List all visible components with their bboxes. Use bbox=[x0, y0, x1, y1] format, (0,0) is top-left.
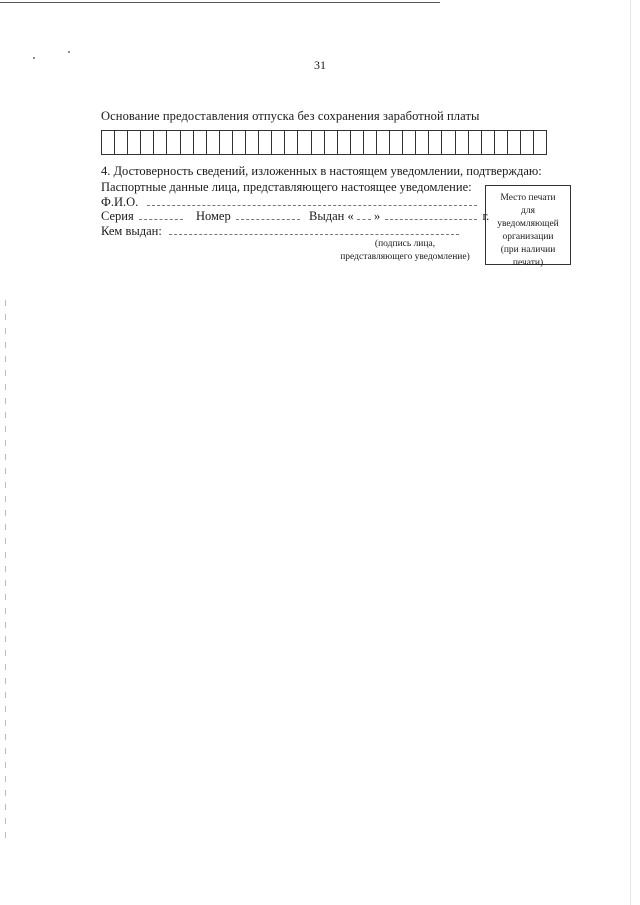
issued-by-field[interactable] bbox=[169, 224, 459, 235]
scan-speck bbox=[68, 51, 70, 53]
leave-basis-cell[interactable] bbox=[115, 131, 128, 154]
leave-basis-cell[interactable] bbox=[521, 131, 534, 154]
stamp-line-6: печати) bbox=[512, 258, 544, 268]
scan-edge-artifact bbox=[5, 300, 6, 840]
leave-basis-cell[interactable] bbox=[482, 131, 495, 154]
stamp-line-3: уведомляющей bbox=[497, 219, 559, 229]
leave-basis-cell[interactable] bbox=[469, 131, 482, 154]
leave-basis-cell[interactable] bbox=[141, 131, 154, 154]
issued-by-row bbox=[101, 224, 459, 239]
leave-basis-cell[interactable] bbox=[194, 131, 207, 154]
leave-basis-label: Основание предоставления отпуска без сохранения заработной платы bbox=[101, 109, 480, 123]
stamp-line-2: для bbox=[521, 206, 535, 216]
signature-caption bbox=[325, 238, 485, 264]
leave-basis-cell[interactable] bbox=[181, 131, 194, 154]
leave-basis-cell[interactable] bbox=[102, 131, 115, 154]
leave-basis-cell[interactable] bbox=[351, 131, 364, 154]
leave-basis-cell[interactable] bbox=[403, 131, 416, 154]
leave-basis-cell[interactable] bbox=[442, 131, 455, 154]
top-rule bbox=[0, 2, 440, 3]
signature-caption-line2: представляющего уведомление) bbox=[340, 252, 470, 262]
page-number: 31 bbox=[314, 58, 326, 72]
leave-basis-cell[interactable] bbox=[298, 131, 311, 154]
leave-basis-cell[interactable] bbox=[167, 131, 180, 154]
number-label: Номер bbox=[195, 209, 231, 223]
leave-basis-cell[interactable] bbox=[508, 131, 521, 154]
leave-basis-cell[interactable] bbox=[325, 131, 338, 154]
issued-month-year-field[interactable] bbox=[385, 209, 477, 220]
leave-basis-cell[interactable] bbox=[338, 131, 351, 154]
leave-basis-cell[interactable] bbox=[390, 131, 403, 154]
leave-basis-cell[interactable] bbox=[207, 131, 220, 154]
leave-basis-cell[interactable] bbox=[429, 131, 442, 154]
issued-label: Выдан « bbox=[308, 209, 354, 223]
leave-basis-cell[interactable] bbox=[220, 131, 233, 154]
fio-row bbox=[101, 195, 477, 210]
leave-basis-cell[interactable] bbox=[534, 131, 547, 154]
section-4-heading: 4. Достоверность сведений, изложенных в настоящем уведомлении, подтверждаю: bbox=[101, 164, 542, 178]
leave-basis-cell[interactable] bbox=[377, 131, 390, 154]
scan-speck bbox=[33, 57, 35, 59]
leave-basis-cell[interactable] bbox=[456, 131, 469, 154]
issued-quote-close: » bbox=[373, 209, 381, 223]
stamp-place-box bbox=[485, 185, 571, 268]
issued-by-label: Кем выдан: bbox=[101, 224, 162, 238]
leave-basis-cell[interactable] bbox=[272, 131, 285, 154]
passport-row bbox=[101, 209, 489, 224]
series-field[interactable] bbox=[139, 209, 183, 220]
leave-basis-cell[interactable] bbox=[259, 131, 272, 154]
leave-basis-cell[interactable] bbox=[364, 131, 377, 154]
stamp-line-1: Место печати bbox=[500, 193, 556, 203]
leave-basis-cell[interactable] bbox=[233, 131, 246, 154]
fio-field[interactable] bbox=[147, 195, 477, 206]
number-field[interactable] bbox=[236, 209, 300, 220]
page-edge-shadow bbox=[630, 0, 631, 905]
leave-basis-cell[interactable] bbox=[312, 131, 325, 154]
issued-day-field[interactable] bbox=[357, 209, 371, 220]
series-label: Серия bbox=[101, 209, 134, 223]
leave-basis-cell[interactable] bbox=[246, 131, 259, 154]
year-suffix: г. bbox=[482, 209, 490, 223]
stamp-line-5: (при наличии bbox=[500, 245, 556, 255]
leave-basis-cell[interactable] bbox=[285, 131, 298, 154]
leave-basis-cell[interactable] bbox=[416, 131, 429, 154]
signature-caption-line1: (подпись лица, bbox=[374, 239, 436, 249]
leave-basis-cell[interactable] bbox=[154, 131, 167, 154]
passport-intro: Паспортные данные лица, представляющего настоящее уведомление: bbox=[101, 180, 472, 194]
fio-label: Ф.И.О. bbox=[101, 195, 139, 209]
leave-basis-cell[interactable] bbox=[128, 131, 141, 154]
leave-basis-cells[interactable] bbox=[101, 130, 547, 155]
stamp-line-4: организации bbox=[502, 232, 554, 242]
leave-basis-cell[interactable] bbox=[495, 131, 508, 154]
